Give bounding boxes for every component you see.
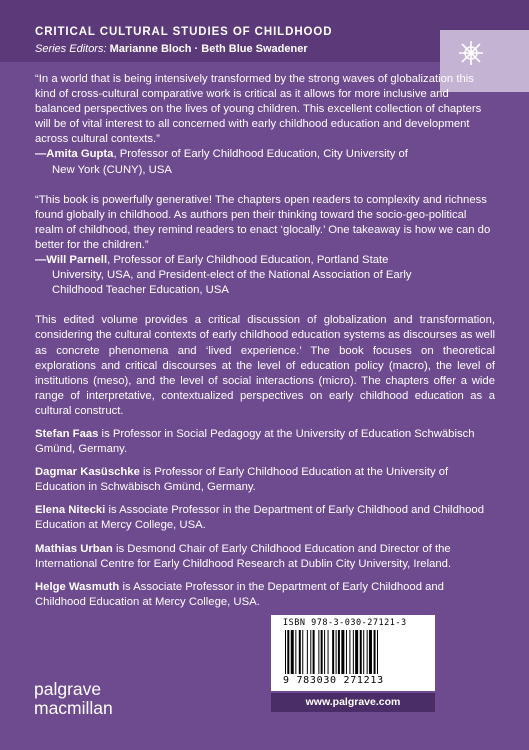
quote-affiliation-cont: Childhood Teacher Education, USA <box>52 284 229 297</box>
editor-bio <box>35 465 495 495</box>
endorsement-quote <box>35 72 495 178</box>
barcode-icon <box>283 630 423 674</box>
series-editors-label: Series Editors: <box>35 43 107 55</box>
quote-author: —Amita Gupta <box>35 148 114 161</box>
quote-affiliation-cont: University, USA, and President-elect of the National Association of Early <box>52 269 412 282</box>
editor-bio <box>35 580 495 610</box>
editor-bio-text: is Professor of Early Childhood Education at the University of Education in Schwäbisch Gmünd, Germany. <box>35 466 449 494</box>
barcode-digits: 9 783030 271213 <box>283 675 384 686</box>
quote-affiliation: , Professor of Early Childhood Education, City University of <box>113 148 408 161</box>
quote-affiliation: , Professor of Early Childhood Education, Portland State <box>107 254 389 267</box>
logo-line-macmillan: macmillan <box>34 698 113 718</box>
editor-name: Elena Nitecki <box>35 504 106 517</box>
editor-bio <box>35 542 495 572</box>
springer-chess-knight-icon <box>454 38 488 68</box>
editor-bio-text: is Associate Professor in the Department of Early Childhood and Childhood Education at Mercy College, USA. <box>35 580 444 608</box>
quote-attribution <box>35 253 495 268</box>
logo-line-palgrave: palgrave <box>34 679 102 699</box>
back-cover-text <box>35 72 495 618</box>
quote-text: “In a world that is being intensively transformed by the strong waves of globalization this kind of cross-cultural comparative work is critical as it allows for more inclusive and balanced perspectives on the lives of young children. This excellent collection of chapters will be of vital interest to all concerned with early childhood education and development across cultural contexts.” <box>35 73 482 146</box>
quote-text: “This book is powerfully generative! The chapters open readers to complexity and richness found globally in childhood. As authors pen their thinking toward the socio-geo-political realm of childhood, they remind readers to enact ‘glocally.’ One takeaway is how we can do better for the children.” <box>35 193 491 251</box>
palgrave-macmillan-logo <box>34 680 113 718</box>
editor-bio <box>35 503 495 533</box>
quote-affiliation-cont: New York (CUNY), USA <box>52 163 172 176</box>
series-title: CRITICAL CULTURAL STUDIES OF CHILDHOOD <box>35 26 333 38</box>
series-editors <box>35 43 308 55</box>
book-description: This edited volume provides a critical discussion of globalization and transformation, considering the cultural contexts of early childhood education systems as discourses as well as concrete phenomena and ‘lived experience.’ The book focuses on theoretical explorations and critical discourses at the level of education policy (macro), the level of institutions (meso), and the level of social interactions (micro). The chapters offer a wide range of interpretative, contextualized perspectives on early childhood education as a cultural construct. <box>35 314 495 417</box>
editor-name: Dagmar Kasüschke <box>35 466 140 479</box>
isbn-text: ISBN 978-3-030-27121-3 <box>283 618 407 628</box>
editor-name: Mathias Urban <box>35 542 113 555</box>
isbn-barcode-box <box>271 615 435 691</box>
editor-name: Helge Wasmuth <box>35 580 120 593</box>
editor-bio-text: is Associate Professor in the Department of Early Childhood and Childhood Education at Mercy College, USA. <box>35 504 484 532</box>
publisher-url[interactable]: www.palgrave.com <box>271 693 435 712</box>
quote-author: —Will Parnell <box>35 254 108 267</box>
editor-bio-text: is Desmond Chair of Early Childhood Education and Director of the International Centre for Early Childhood Research at Dublin City University, Ireland. <box>35 542 452 570</box>
series-editors-names: Marianne Bloch · Beth Blue Swadener <box>109 43 308 55</box>
endorsement-quote <box>35 193 495 299</box>
editor-bio-text: is Professor in Social Pedagogy at the University of Education Schwäbisch Gmünd, Germany. <box>35 427 475 456</box>
editor-name: Stefan Faas <box>35 427 99 440</box>
quote-attribution <box>35 147 495 162</box>
editor-bio <box>35 427 495 457</box>
